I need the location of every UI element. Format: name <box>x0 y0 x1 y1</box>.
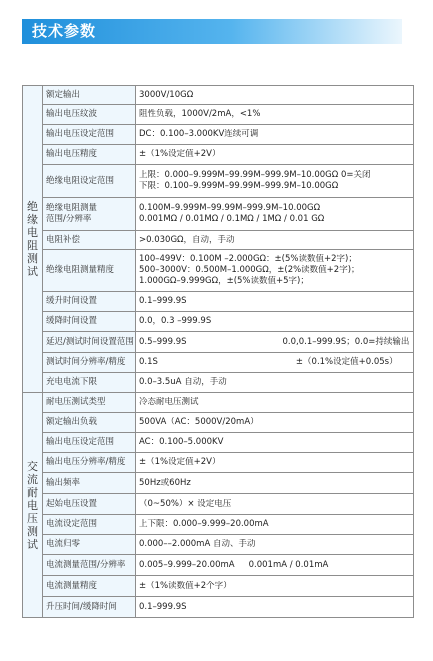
param-value-line: AC：0.100–5.000KV <box>139 437 224 447</box>
param-value-line: ±（1%设定值+2V） <box>139 149 221 159</box>
param-value-line: 0.001MΩ / 0.01MΩ / 0.1MΩ / 1MΩ / 0.01 GΩ <box>139 214 325 224</box>
param-value <box>136 353 414 373</box>
param-value <box>136 576 414 597</box>
param-label: 绝缘电阻设定范围 <box>43 165 136 198</box>
spec-row <box>23 555 414 576</box>
param-value-extra: ±（0.1%设定值+0.05s） <box>295 357 398 367</box>
param-value-line: 3000V/10GΩ <box>139 89 194 100</box>
param-value-line: 上限：0.000–9.999M–99.99M–999.9M–10.00GΩ 0=关闭 <box>139 170 371 180</box>
param-value-line: （0~50%）× 设定电压 <box>139 498 232 509</box>
param-value-line: >0.030GΩ，自动，手动 <box>139 234 235 245</box>
spec-row <box>23 250 414 292</box>
param-label-line: 范围/分辨率 <box>46 214 92 224</box>
param-value <box>136 198 414 231</box>
param-value <box>136 86 414 105</box>
param-value-line: 50Hz或60Hz <box>139 477 191 488</box>
param-label: 输出电压精度 <box>43 145 136 165</box>
param-value <box>136 165 414 198</box>
section-label-char: 测 <box>27 252 38 265</box>
spec-row <box>23 125 414 145</box>
spec-row <box>23 373 414 393</box>
param-value <box>136 292 414 312</box>
spec-row <box>23 473 414 494</box>
param-value <box>136 494 414 515</box>
section-label <box>23 86 43 393</box>
param-label: 电流测量精度 <box>43 576 136 597</box>
param-value-extra: 0.0,0.1–999.9S；0.0=持续输出 <box>282 336 410 347</box>
param-value-line: ±（1%读数值+2个字） <box>139 580 232 591</box>
param-value <box>136 231 414 250</box>
spec-row <box>23 231 414 250</box>
spec-row <box>23 576 414 597</box>
param-value-line: 0.1–999.9S <box>139 296 187 306</box>
param-value <box>136 473 414 494</box>
section-label-char: 电 <box>27 498 38 512</box>
param-value <box>136 145 414 165</box>
spec-row <box>23 535 414 555</box>
param-value <box>136 332 414 353</box>
param-label: 电流设定范围 <box>43 515 136 535</box>
param-value-line: 0.100M–9.999M–99.99M–999.9M–10.00GΩ <box>139 203 321 213</box>
param-label: 绝缘电阻测量精度 <box>43 250 136 292</box>
param-value <box>136 413 414 433</box>
param-value-line: 0.5–999.9S <box>139 336 187 347</box>
spec-row <box>23 413 414 433</box>
param-label-line: 绝缘电阻测量 <box>46 203 98 213</box>
section-label-char: 测 <box>27 524 38 538</box>
spec-row <box>23 453 414 473</box>
spec-table <box>22 85 414 618</box>
param-label: 缓升时间设置 <box>43 292 136 312</box>
param-value-line: 100–499V：0.100M –2.000GΩ：±(5%读数值+2字)； <box>139 254 357 264</box>
param-value <box>136 453 414 473</box>
param-label: 升压时间/缓降时间 <box>43 597 136 618</box>
param-value-line: 0.0–3.5uA 自动，手动 <box>139 377 227 387</box>
param-value-line: 0.0，0.3 –999.9S <box>139 316 212 326</box>
spec-row <box>23 393 414 413</box>
param-value-line: 0.1S <box>139 357 158 367</box>
param-label: 输出频率 <box>43 473 136 494</box>
spec-row <box>23 433 414 453</box>
param-value <box>136 535 414 555</box>
param-value-line: 0.1–999.9S <box>139 601 187 612</box>
param-value <box>136 597 414 618</box>
param-value <box>136 250 414 292</box>
page-title: 技术参数 <box>32 22 97 40</box>
param-value-line: 0.000––2.000mA 自动、手动 <box>139 539 256 549</box>
section-label-char: 流 <box>27 472 38 486</box>
param-label: 额定输出 <box>43 86 136 105</box>
param-value-line: DC：0.100–3.000KV连续可调 <box>139 129 259 139</box>
param-label: 电阻补偿 <box>43 231 136 250</box>
param-value-line: 500–3000V：0.500M–1.000GΩ，±(2%读数值+2字)； <box>139 265 360 275</box>
section-label-char: 电 <box>27 226 38 239</box>
section-header-bar <box>22 19 402 44</box>
section-label <box>23 393 43 618</box>
param-value-extra: 0.001mA / 0.01mA <box>248 559 329 570</box>
param-value-line: 上下限：0.000–9.999–20.00mA <box>139 519 269 529</box>
section-label-char: 耐 <box>27 485 38 499</box>
spec-row <box>23 515 414 535</box>
spec-row <box>23 312 414 332</box>
param-value-line: ±（1%设定值+2V） <box>139 457 221 467</box>
param-value-line: 冷态耐电压测试 <box>139 397 199 407</box>
param-value <box>136 373 414 393</box>
param-label: 额定输出负载 <box>43 413 136 433</box>
spec-row <box>23 494 414 515</box>
param-value <box>136 433 414 453</box>
param-label <box>43 198 136 231</box>
param-value <box>136 312 414 332</box>
section-label-char: 交 <box>27 459 38 473</box>
spec-row <box>23 105 414 125</box>
param-value <box>136 515 414 535</box>
spec-row <box>23 353 414 373</box>
spec-row <box>23 198 414 231</box>
param-label: 起始电压设置 <box>43 494 136 515</box>
spec-row <box>23 597 414 618</box>
param-value <box>136 125 414 145</box>
param-label: 电流测量范围/分辨率 <box>43 555 136 576</box>
param-value <box>136 393 414 413</box>
param-label: 耐电压测试类型 <box>43 393 136 413</box>
section-label-char: 试 <box>27 537 38 551</box>
param-label: 输出电压设定范围 <box>43 433 136 453</box>
param-label: 测试时间分辨率/精度 <box>43 353 136 373</box>
spec-row <box>23 145 414 165</box>
param-label: 缓降时间设置 <box>43 312 136 332</box>
param-label: 延迟/测试时间设置范围 <box>43 332 136 353</box>
param-value-line: 0.005–9.999–20.00mA <box>139 559 235 570</box>
param-value-line: 500VA（AC：5000V/20mA） <box>139 417 259 427</box>
param-label: 输出电压设定范围 <box>43 125 136 145</box>
param-label: 电流归零 <box>43 535 136 555</box>
spec-row <box>23 86 414 105</box>
spec-row <box>23 165 414 198</box>
param-value <box>136 555 414 576</box>
section-label-char: 绝 <box>27 200 38 213</box>
param-label: 输出电压分辨率/精度 <box>43 453 136 473</box>
section-label-char: 试 <box>27 265 38 278</box>
section-label-char: 缘 <box>27 213 38 226</box>
section-label-char: 阻 <box>27 239 38 252</box>
param-label: 充电电流下限 <box>43 373 136 393</box>
spec-row <box>23 332 414 353</box>
param-value <box>136 105 414 125</box>
param-label: 输出电压纹波 <box>43 105 136 125</box>
section-label-char: 压 <box>27 511 38 525</box>
param-value-line: 1.000GΩ–9.999GΩ，±(5%读数值+5字)； <box>139 276 309 286</box>
param-value-line: 阻性负载，1000V/2mA，<1% <box>139 109 261 119</box>
spec-table-body <box>23 86 414 618</box>
spec-row <box>23 292 414 312</box>
param-value-line: 下限：0.100–9.999M–99.99M–999.9M–10.00GΩ <box>139 181 339 191</box>
